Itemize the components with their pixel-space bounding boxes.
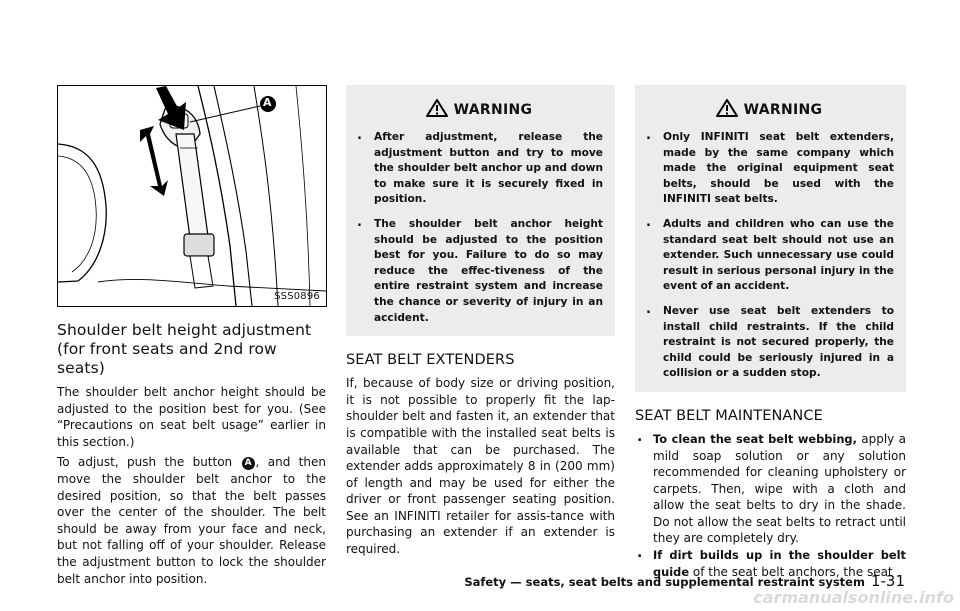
maintenance-list: [635, 431, 906, 580]
warning-heading: [355, 99, 603, 118]
warning-item: . After adjustment, release the adjustment button and try to move the shoulder belt anchor up and down to make sure it is securely fixed in position.: [355, 130, 603, 208]
watermark: carmanualsonline.info: [753, 588, 954, 607]
maintenance-item-lead: To clean the seat belt webbing,: [653, 431, 857, 446]
extenders-paragraph: If, because of body size or driving position, it is not possible to properly fit the lap-shoulder belt and fasten it, an extender that is compatible with the installed seat belts is available that can be purchased. The extender adds approximately 8 in (200 mm) of length and may be used for either the driver or front passenger seating position. See an INFINITI retailer for assis-tance with purchasing an extender if an extender is required.: [346, 376, 615, 557]
shoulder-belt-heading: [57, 321, 326, 378]
maintenance-heading: SEAT BELT MAINTENANCE: [635, 407, 823, 424]
right-column: [635, 85, 906, 580]
callout-a-label: A: [263, 96, 272, 109]
warning-box-extenders: [635, 85, 906, 392]
maintenance-item-text: apply a mild soap solution or any solution recommended for cleaning upholstery or carpets. Then, wipe with a cloth and allow the seat belts to dry in the shade. Do not allow the seat belts to retract until they are completely dry.: [653, 431, 906, 546]
warning-heading: [644, 99, 894, 118]
warning-box-adjustment: [346, 85, 615, 336]
seat-belt-drawing: [58, 86, 326, 306]
warning-item: . The shoulder belt anchor height should be adjusted to the position best for you. Failure to do so may reduce the effec-tiveness of the entire restraint system and increase the chance or severity of injury in an accident.: [355, 217, 603, 326]
extenders-heading: SEAT BELT EXTENDERS: [346, 352, 515, 369]
maintenance-item-lead: If dirt builds up in the shoulder belt guide: [653, 548, 906, 579]
maintenance-item: [635, 431, 906, 547]
warning-title: WARNING: [743, 102, 823, 118]
figure-code: SSS0896: [274, 291, 320, 302]
page-number: 1-31: [870, 572, 905, 590]
adjust-text-pre: To adjust, push the button: [57, 455, 233, 470]
warning-triangle-icon: [716, 99, 738, 117]
paragraph-adjust-steps: [57, 454, 326, 587]
warning-item: . Never use seat belt extenders to install child restraints. If the child restraint is not secured properly, the child could be seriously injured in a collision or a sudden stop.: [644, 304, 894, 382]
left-column: [57, 85, 326, 591]
warning-title: WARNING: [453, 102, 533, 118]
warning-triangle-icon: [426, 99, 448, 117]
button-a-marker: A: [242, 457, 255, 470]
footer-section-title: Safety — seats, seat belts and supplemental restraint system: [464, 575, 865, 589]
middle-column: [346, 85, 615, 562]
heading-line-1: Shoulder belt height adjustment: [57, 321, 312, 339]
warning-item: . Adults and children who can use the standard seat belt should not use an extender. Such unnecessary use could result in serious personal injury in the event of an accident.: [644, 217, 894, 295]
maintenance-item-text: of the seat belt anchors, the seat: [689, 564, 893, 579]
seat-belt-illustration: [57, 85, 327, 307]
paragraph-adjust-intro: The shoulder belt anchor height should be adjusted to the position best for you. (See “Precautions on seat belt usage” earlier in this section.): [57, 385, 326, 449]
warning-item: . Only INFINITI seat belt extenders, made by the same company which made the original equipment seat belts, should be used with the INFINITI seat belts.: [644, 130, 894, 208]
heading-line-2: (for front seats and 2nd row seats): [57, 340, 277, 377]
adjust-text-post: , and then move the shoulder belt anchor to the desired position, so that the belt passes over the center of the shoulder. The belt should be away from your face and neck, but not falling off of your shoulder. Release the adjustment button to lock the shoulder belt anchor into position.: [57, 455, 326, 586]
